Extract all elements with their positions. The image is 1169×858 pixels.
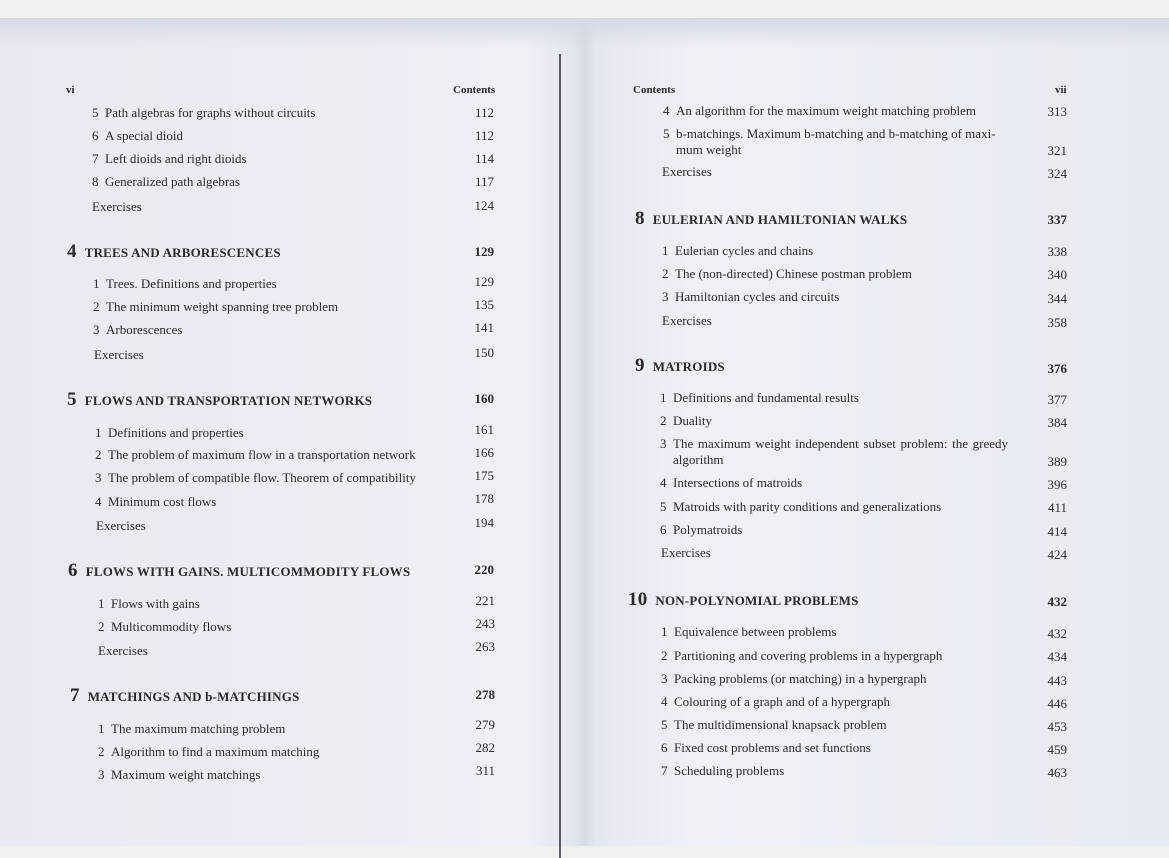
- toc-entry: 6 Fixed cost problems and set functions: [661, 740, 871, 755]
- toc-page: 124: [474, 198, 494, 213]
- toc-entry: 2 Partitioning and covering problems in a hypergraph: [661, 648, 943, 663]
- toc-page: 463: [1047, 765, 1067, 780]
- toc-entry: 2 Multicommodity flows: [98, 619, 232, 634]
- chapter-heading: 9 MATROIDS: [635, 355, 725, 376]
- toc-page: 324: [1047, 166, 1067, 181]
- toc-entry: 3 Hamiltonian cycles and circuits: [662, 289, 840, 304]
- toc-entry: 2 The (non-directed) Chinese postman problem: [662, 266, 912, 281]
- toc-page: 453: [1047, 719, 1067, 734]
- toc-page: 150: [474, 345, 494, 360]
- chapter-page: 432: [1047, 594, 1067, 609]
- chapter-heading: 8 EULERIAN AND HAMILTONIAN WALKS: [635, 208, 908, 229]
- toc-page: 161: [474, 422, 494, 437]
- toc-entry: 2 The problem of maximum flow in a transportation network: [95, 447, 416, 462]
- toc-page: 114: [474, 151, 494, 166]
- toc-entry: 5 Matroids with parity conditions and generalizations: [660, 499, 942, 514]
- toc-page: 129: [474, 274, 494, 289]
- toc-page: 384: [1047, 415, 1067, 430]
- toc-entry: 1 Definitions and fundamental results: [660, 390, 859, 405]
- toc-entry: 5 b-matchings. Maximum b-matching and b-matching of maxi-mum weight: [663, 126, 996, 157]
- toc-entry: 4 Intersections of matroids: [660, 475, 803, 490]
- toc-entry: 4 Colouring of a graph and of a hypergraph: [661, 694, 891, 709]
- toc-page: 411: [1047, 500, 1067, 515]
- toc-exercises: Exercises: [662, 164, 712, 179]
- toc-page: 459: [1047, 742, 1067, 757]
- toc-page: 432: [1047, 626, 1067, 641]
- chapter-heading: 5 FLOWS AND TRANSPORTATION NETWORKS: [67, 389, 373, 410]
- toc-page: 175: [474, 468, 494, 483]
- toc-page: 112: [474, 128, 494, 143]
- toc-page: 135: [474, 297, 494, 312]
- chapter-page: 278: [475, 687, 495, 702]
- left-running-title: Contents: [453, 84, 496, 96]
- chapter-heading: 6 FLOWS WITH GAINS. MULTICOMMODITY FLOWS: [68, 560, 411, 581]
- toc-entry: 1 Flows with gains: [98, 596, 200, 611]
- toc-page: 117: [474, 174, 494, 189]
- chapter-page: 129: [474, 244, 494, 259]
- chapter-heading: 4 TREES AND ARBORESCENCES: [67, 241, 281, 262]
- toc-page: 311: [475, 763, 495, 778]
- toc-entry: 3 The problem of compatible flow. Theorem of compatibility: [95, 470, 416, 485]
- toc-entry: 3 Packing problems (or matching) in a hypergraph: [661, 671, 927, 686]
- toc-entry: 3 Maximum weight matchings: [98, 767, 261, 782]
- toc-entry: 1 The maximum matching problem: [98, 721, 286, 736]
- toc-page: 414: [1047, 524, 1067, 539]
- toc-exercises: Exercises: [92, 199, 142, 214]
- toc-entry: 4 Minimum cost flows: [95, 494, 217, 509]
- right-page: [561, 18, 1169, 846]
- toc-page: 141: [474, 320, 494, 335]
- toc-entry: 1 Equivalence between problems: [661, 624, 837, 639]
- toc-entry: 1 Definitions and properties: [95, 425, 244, 440]
- toc-page: 279: [475, 717, 495, 732]
- toc-page: 313: [1047, 104, 1067, 119]
- book-spread: [0, 18, 1169, 846]
- toc-page: 358: [1047, 315, 1067, 330]
- chapter-page: 160: [474, 391, 494, 406]
- toc-page: 166: [474, 445, 494, 460]
- toc-exercises: Exercises: [94, 347, 144, 362]
- toc-page: 434: [1047, 649, 1067, 664]
- toc-entry: 2 Algorithm to find a maximum matching: [98, 744, 320, 759]
- toc-page: 396: [1047, 477, 1067, 492]
- toc-entry: 3 Arborescences: [93, 322, 183, 337]
- right-page-number: vii: [1055, 84, 1067, 96]
- toc-entry: 6 Polymatroids: [660, 522, 743, 537]
- toc-page: 340: [1047, 267, 1067, 282]
- toc-entry: 6 A special dioid: [92, 128, 183, 143]
- toc-entry: 7 Scheduling problems: [661, 763, 785, 778]
- toc-page: 389: [1047, 454, 1067, 469]
- toc-entry: 3 The maximum weight independent subset problem: the greedy algorithm: [660, 436, 1008, 467]
- toc-page: 321: [1047, 143, 1067, 158]
- toc-entry: 2 Duality: [660, 413, 712, 428]
- toc-page: 112: [474, 105, 494, 120]
- toc-exercises: Exercises: [662, 313, 712, 328]
- toc-page: 194: [474, 515, 494, 530]
- toc-page: 221: [475, 593, 495, 608]
- toc-page: 263: [475, 639, 495, 654]
- chapter-page: 337: [1047, 212, 1067, 227]
- toc-entry: 5 The multidimensional knapsack problem: [661, 717, 887, 732]
- toc-entry: 8 Generalized path algebras: [92, 174, 240, 189]
- toc-page: 282: [475, 740, 495, 755]
- toc-page: 243: [475, 616, 495, 631]
- toc-exercises: Exercises: [96, 518, 146, 533]
- chapter-heading: 7 MATCHINGS AND b-MATCHINGS: [70, 685, 300, 706]
- toc-page: 443: [1047, 673, 1067, 688]
- right-running-title: Contents: [633, 84, 676, 96]
- toc-entry: 4 An algorithm for the maximum weight matching problem: [663, 103, 977, 118]
- toc-exercises: Exercises: [661, 545, 711, 560]
- toc-entry: 5 Path algebras for graphs without circuits: [92, 105, 316, 120]
- toc-entry: 1 Trees. Definitions and properties: [93, 276, 277, 291]
- toc-exercises: Exercises: [98, 643, 148, 658]
- toc-page: 338: [1047, 244, 1067, 259]
- left-page: [0, 18, 559, 846]
- toc-entry: 1 Eulerian cycles and chains: [662, 243, 814, 258]
- chapter-page: 220: [474, 562, 494, 577]
- toc-page: 178: [474, 491, 494, 506]
- toc-page: 377: [1047, 392, 1067, 407]
- left-page-number: vi: [66, 84, 75, 96]
- toc-page: 344: [1047, 291, 1067, 306]
- chapter-page: 376: [1047, 361, 1067, 376]
- toc-entry: 2 The minimum weight spanning tree problem: [93, 299, 339, 314]
- toc-page: 424: [1047, 547, 1067, 562]
- toc-entry: 7 Left dioids and right dioids: [92, 151, 247, 166]
- toc-page: 446: [1047, 696, 1067, 711]
- chapter-heading: 10 NON-POLYNOMIAL PROBLEMS: [628, 589, 859, 610]
